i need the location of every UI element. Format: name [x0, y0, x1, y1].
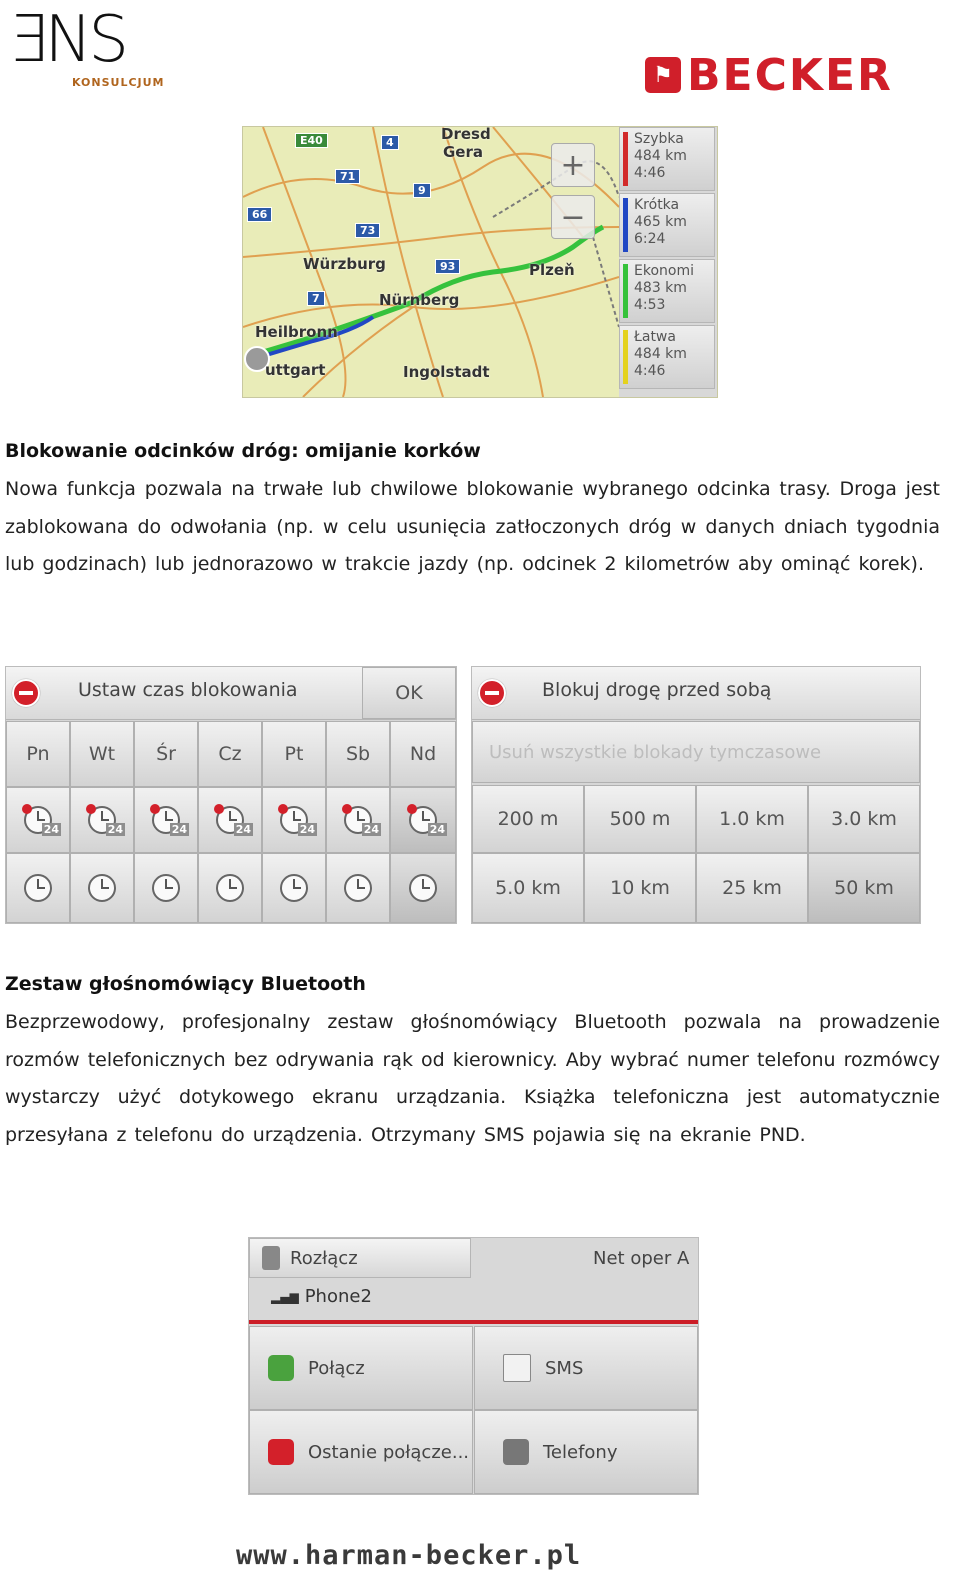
stop-badge-icon — [150, 804, 160, 814]
stop-badge-icon — [278, 804, 288, 814]
route-time: 4:53 — [634, 297, 666, 313]
no-entry-icon — [478, 679, 506, 707]
route-distance: 483 km — [634, 280, 687, 296]
envelope-icon — [503, 1354, 531, 1382]
section-heading-bluetooth: Zestaw głośnomówiący Bluetooth — [5, 973, 366, 995]
block-road-ahead-panel — [471, 666, 921, 924]
route-time: 4:46 — [634, 165, 666, 181]
clock-icon — [152, 874, 180, 902]
road-shield: 71 — [335, 169, 360, 184]
dns-logo — [8, 3, 178, 96]
route-options-list — [619, 127, 717, 397]
map-city-label: Plzeň — [529, 261, 575, 279]
route-name: Łatwa — [634, 329, 676, 345]
24h-badge: 24 — [235, 823, 251, 836]
disconnect-label: Rozłącz — [290, 1247, 358, 1269]
connect-label: Połącz — [308, 1357, 365, 1379]
block-time-title: Ustaw czas blokowania — [78, 679, 298, 701]
map-city-label: Heilbronn — [255, 323, 338, 341]
zoom-out-button[interactable]: − — [551, 195, 595, 239]
header-divider — [249, 1320, 698, 1324]
block-24h-button[interactable] — [198, 787, 262, 853]
route-option-easy[interactable] — [619, 325, 715, 389]
day-tab-thu[interactable]: Cz — [198, 721, 262, 787]
map-city-label: uttgart — [265, 361, 326, 379]
block-24h-button[interactable] — [326, 787, 390, 853]
clock-icon — [344, 874, 372, 902]
24h-badge: 24 — [299, 823, 315, 836]
block-24h-button[interactable] — [390, 787, 456, 853]
stop-badge-icon — [407, 804, 417, 814]
road-shield: 66 — [247, 207, 272, 222]
map-city-label: Gera — [443, 143, 484, 161]
route-distance: 484 km — [634, 346, 687, 362]
stop-badge-icon — [22, 804, 32, 814]
zoom-in-button[interactable]: + — [551, 143, 595, 187]
phones-label: Telefony — [543, 1441, 618, 1463]
block-distance-button[interactable]: 200 m — [472, 785, 584, 853]
device-name: Phone2 — [304, 1286, 372, 1307]
day-tab-fri[interactable]: Pt — [262, 721, 326, 787]
block-period-button[interactable] — [134, 853, 198, 923]
road-shield: E40 — [295, 133, 328, 148]
recent-calls-button[interactable] — [249, 1410, 473, 1494]
block-period-button[interactable] — [6, 853, 70, 923]
block-24h-button[interactable] — [6, 787, 70, 853]
dns-logo-subtitle: KONSULCJUM — [72, 76, 165, 89]
route-color-bar — [623, 198, 628, 252]
becker-badge-icon: ⚑ — [645, 57, 681, 93]
day-tab-tue[interactable]: Wt — [70, 721, 134, 787]
route-name: Krótka — [634, 197, 680, 213]
recent-calls-label: Ostanie połącze... — [308, 1441, 470, 1463]
connect-button[interactable] — [249, 1326, 473, 1410]
block-period-button[interactable] — [70, 853, 134, 923]
stop-badge-icon — [86, 804, 96, 814]
route-distance: 484 km — [634, 148, 687, 164]
phone-call-icon — [268, 1355, 294, 1381]
map-city-label: Nürnberg — [379, 291, 460, 309]
block-distance-button[interactable]: 5.0 km — [472, 853, 584, 923]
connected-device — [271, 1286, 372, 1307]
24h-badge: 24 — [363, 823, 379, 836]
footer-url: www.harman-becker.pl — [236, 1540, 582, 1571]
section-body-bluetooth: Bezprzewodowy, profesjonalny zestaw głośnomówiący Bluetooth pozwala na prowadzenie rozmów telefonicznych bez odrywania rąk od kierownicy. Aby wybrać numer telefonu rozmówcy wystarczy użyć dotykowego ekranu urządzania. Książka telefoniczna jest automatycznie przesyłana z telefonu do urządzenia. Otrzymany SMS pojawia się na ekranie PND. — [5, 1011, 940, 1146]
block-24h-button[interactable] — [70, 787, 134, 853]
map-city-label: Würzburg — [303, 255, 386, 273]
day-tab-wed[interactable]: Śr — [134, 721, 198, 787]
phones-icon — [503, 1439, 529, 1465]
sms-button[interactable] — [474, 1326, 698, 1410]
bluetooth-phone-panel — [248, 1237, 699, 1495]
day-tab-mon[interactable]: Pn — [6, 721, 70, 787]
section-heading-road-blocking: Blokowanie odcinków dróg: omijanie korków — [5, 440, 481, 462]
clock-icon — [24, 874, 52, 902]
route-color-bar — [623, 264, 628, 318]
route-option-fast[interactable] — [619, 127, 715, 191]
clear-temporary-blocks-button[interactable]: Usuń wszystkie blokady tymczasowe — [472, 721, 920, 783]
24h-badge: 24 — [429, 823, 445, 836]
route-map-screenshot — [242, 126, 718, 398]
clock-icon — [88, 874, 116, 902]
route-distance: 465 km — [634, 214, 687, 230]
network-operator: Net oper A — [593, 1248, 690, 1269]
block-period-button[interactable] — [326, 853, 390, 923]
road-shield: 7 — [307, 291, 325, 306]
phone-disconnect-icon — [262, 1246, 280, 1270]
route-name: Szybka — [634, 131, 684, 147]
stop-badge-icon — [342, 804, 352, 814]
phones-button[interactable] — [474, 1410, 698, 1494]
no-entry-icon — [12, 679, 40, 707]
clock-icon — [280, 874, 308, 902]
24h-badge: 24 — [107, 823, 123, 836]
block-road-title: Blokuj drogę przed sobą — [542, 679, 772, 701]
block-distance-button[interactable]: 25 km — [696, 853, 808, 923]
block-period-button[interactable] — [262, 853, 326, 923]
block-road-titlebar — [472, 667, 920, 720]
route-time: 6:24 — [634, 231, 666, 247]
block-24h-button[interactable] — [262, 787, 326, 853]
road-shield: 93 — [435, 259, 460, 274]
day-tab-sat[interactable]: Sb — [326, 721, 390, 787]
24h-badge: 24 — [43, 823, 59, 836]
road-shield: 9 — [413, 183, 431, 198]
route-time: 4:46 — [634, 363, 666, 379]
route-name: Ekonomi — [634, 263, 694, 279]
block-time-panel — [5, 666, 457, 924]
becker-wordmark: BECKER — [687, 49, 893, 101]
disconnect-button[interactable] — [249, 1238, 471, 1278]
block-distance-button[interactable]: 3.0 km — [808, 785, 920, 853]
day-tab-sun[interactable]: Nd — [390, 721, 456, 787]
dns-logo-mark: ƎNS — [8, 3, 125, 77]
road-shield: 73 — [355, 223, 380, 238]
map-city-label: Ingolstadt — [403, 363, 490, 381]
route-color-bar — [623, 132, 628, 186]
call-log-icon — [268, 1439, 294, 1465]
block-24h-button[interactable] — [134, 787, 198, 853]
route-option-economic[interactable] — [619, 259, 715, 323]
becker-logo — [645, 49, 955, 101]
road-shield: 4 — [381, 135, 399, 150]
clock-icon — [216, 874, 244, 902]
clock-icon — [409, 874, 437, 902]
route-color-bar — [623, 330, 628, 384]
block-period-button[interactable] — [390, 853, 456, 923]
24h-badge: 24 — [171, 823, 187, 836]
sms-label: SMS — [545, 1357, 584, 1379]
block-distance-button[interactable]: 50 km — [808, 853, 920, 923]
stop-badge-icon — [214, 804, 224, 814]
ok-button[interactable]: OK — [362, 667, 456, 719]
block-distance-button[interactable]: 10 km — [584, 853, 696, 923]
map-city-label: Dresd — [441, 126, 491, 143]
route-option-short[interactable] — [619, 193, 715, 257]
block-distance-button[interactable]: 500 m — [584, 785, 696, 853]
block-distance-button[interactable]: 1.0 km — [696, 785, 808, 853]
signal-strength-icon: ▂▄▆ — [271, 1289, 299, 1304]
section-body-road-blocking: Nowa funkcja pozwala na trwałe lub chwilowe blokowanie wybranego odcinka trasy. Droga jest zablokowana do odwołania (np. w celu usunięcia zatłoczonych dróg w danych dniach tygodnia lub godzinach) lub jednorazowo w trakcie jazdy (np. odcinek 2 kilometrów aby ominąć korek). — [5, 478, 940, 575]
block-period-button[interactable] — [198, 853, 262, 923]
